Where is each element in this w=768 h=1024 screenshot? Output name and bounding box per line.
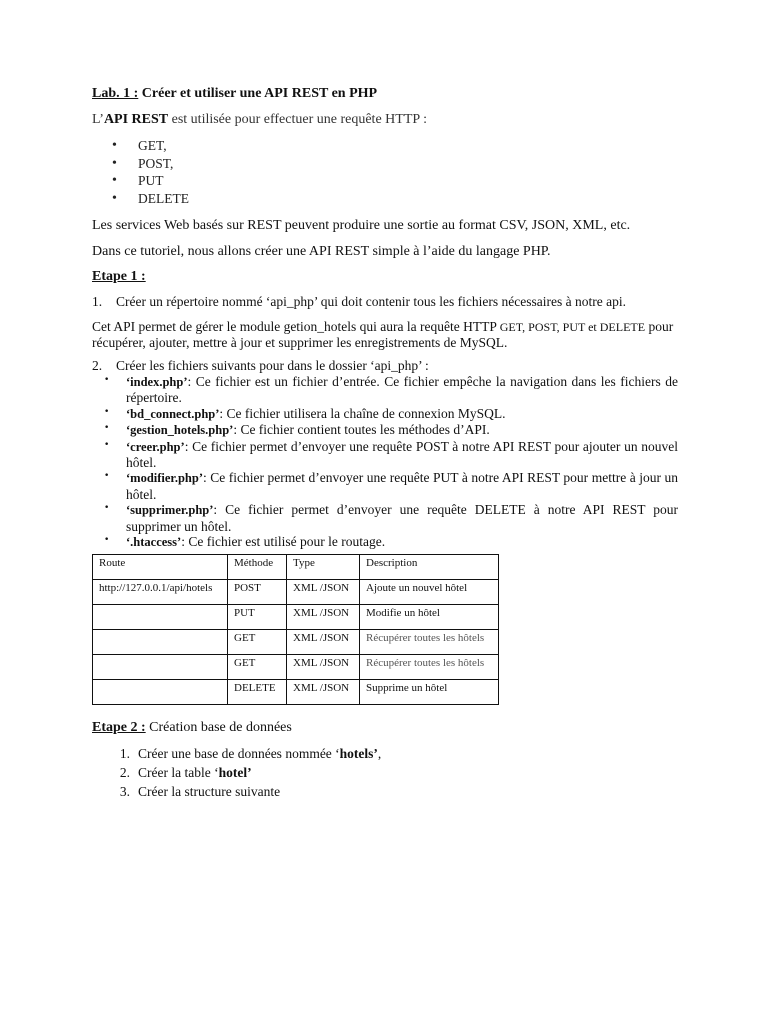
file-name: ‘supprimer.php’ [126, 503, 214, 518]
intro-paragraph [92, 112, 427, 129]
table-cell [93, 680, 228, 705]
module-paragraph [92, 319, 682, 350]
module-text-a: Cet API permet de gérer le module getion_hotels qui aura la requête HTTP [92, 319, 500, 334]
table-cell: Ajoute un nouvel hôtel [360, 580, 499, 605]
formats-paragraph: Les services Web basés sur REST peuvent produire une sortie au format CSV, JSON, XML, etc. [92, 218, 631, 233]
list-item [92, 746, 381, 765]
table-cell: XML /JSON [287, 580, 360, 605]
table-cell: GET [228, 655, 287, 680]
table-cell [93, 630, 228, 655]
list-item [104, 374, 678, 406]
step-text: Créer un répertoire nommé ‘api_php’ qui doit contenir tous les fichiers nécessaires à notre api. [116, 294, 626, 309]
list-item: • POST, [112, 156, 189, 174]
table-cell: DELETE [228, 680, 287, 705]
table-cell: http://127.0.0.1/api/hotels [93, 580, 228, 605]
intro-bold: API REST [103, 112, 169, 127]
list-item: • PUT [112, 173, 189, 191]
tutorial-paragraph: Dans ce tutoriel, nous allons créer une API REST simple à l’aide du langage PHP. [92, 244, 551, 259]
table-cell [93, 655, 228, 680]
step-text: Créer la structure suivante [138, 784, 281, 799]
step-number: 2. [119, 765, 130, 780]
etape2-steps [92, 746, 381, 803]
file-name: ‘modifier.php’ [126, 471, 203, 486]
file-desc: : Ce fichier permet d’envoyer une requête DELETE à notre API REST pour supprimer un hôtel. [126, 502, 678, 534]
lab-title [92, 86, 377, 103]
module-methods: GET, POST, PUT [499, 320, 586, 334]
file-desc: : Ce fichier utilisera la chaîne de connexion MySQL. [219, 405, 506, 421]
module-delete: DELETE [599, 320, 646, 334]
file-name: ‘index.php’ [126, 375, 188, 389]
step-text: Créer la table ‘ [138, 765, 219, 780]
list-item [104, 534, 678, 550]
file-desc: : Ce fichier est un fichier d’entrée. Ce fichier empêche la navigation dans les fichiers de répertoire. [126, 374, 678, 406]
etape2-heading [92, 720, 292, 737]
table-cell: Récupérer toutes les hôtels [360, 630, 499, 655]
file-name: ‘gestion_hotels.php’ [126, 423, 234, 438]
table-row [93, 605, 499, 630]
table-row [93, 680, 499, 705]
table-row [93, 630, 499, 655]
table-cell: Supprime un hôtel [360, 680, 499, 705]
file-name: ‘creer.php’ [126, 439, 185, 454]
table-header-cell: Méthode [228, 555, 287, 580]
step-bold: hotel’ [218, 765, 252, 780]
step-number: 3. [119, 784, 130, 799]
module-text-c: et [585, 320, 600, 334]
table-cell: POST [228, 580, 287, 605]
table-cell: XML /JSON [287, 655, 360, 680]
list-item [104, 422, 678, 438]
etape2-label: Etape 2 : [92, 720, 146, 735]
list-item [104, 470, 678, 502]
step-text: Créer une base de données nommée ‘ [138, 746, 340, 761]
intro-before: L’ [92, 112, 104, 127]
table-cell: XML /JSON [287, 605, 360, 630]
list-item [92, 784, 381, 803]
step1 [92, 294, 626, 310]
table-header-cell: Description [360, 555, 499, 580]
list-item [104, 406, 678, 422]
table-row [93, 580, 499, 605]
etape1-heading: Etape 1 : [92, 269, 146, 284]
lab-title-prefix: Lab. 1 : [92, 86, 139, 101]
http-methods-list [112, 138, 189, 208]
table-cell: XML /JSON [287, 630, 360, 655]
table-row [93, 655, 499, 680]
file-name: ‘.htaccess’ [126, 535, 182, 550]
table-header-cell: Type [287, 555, 360, 580]
table-cell: Modifie un hôtel [360, 605, 499, 630]
step-number: 1. [92, 294, 103, 309]
file-name: ‘bd_connect.php’ [126, 406, 220, 421]
step-number: 1. [119, 746, 130, 761]
step2 [92, 358, 429, 374]
table-header-row [93, 555, 499, 580]
files-list [104, 374, 678, 550]
table-cell: PUT [228, 605, 287, 630]
lab-title-text: Créer et utiliser une API REST en PHP [138, 86, 378, 101]
table-cell [93, 605, 228, 630]
file-desc: : Ce fichier permet d’envoyer une requête PUT à notre API REST pour mettre à jour un hôtel. [126, 470, 678, 502]
table-header-cell: Route [93, 555, 228, 580]
list-item: • DELETE [112, 191, 189, 209]
step-number: 2. [92, 358, 103, 373]
etape2-text: Création base de données [145, 720, 292, 735]
routes-table [92, 554, 499, 705]
list-item [92, 765, 381, 784]
table-cell: GET [228, 630, 287, 655]
list-item: • GET, [112, 138, 189, 156]
table-cell: XML /JSON [287, 680, 360, 705]
module-text-e: pour récupérer, ajouter, mettre à jour et supprimer les enregistrements de MySQL. [92, 319, 674, 350]
intro-after: est utilisée pour effectuer une requête HTTP : [168, 112, 428, 127]
table-cell: Récupérer toutes les hôtels [360, 655, 499, 680]
file-desc: : Ce fichier contient toutes les méthodes d’API. [233, 422, 490, 438]
list-item [104, 502, 678, 534]
step-text: Créer les fichiers suivants pour dans le dossier ‘api_php’ : [116, 358, 429, 373]
file-desc: : Ce fichier est utilisé pour le routage. [181, 534, 386, 550]
file-desc: : Ce fichier permet d’envoyer une requête POST à notre API REST pour ajouter un nouvel hôtel. [126, 438, 678, 471]
list-item [104, 439, 678, 471]
step-bold: hotels’ [339, 746, 378, 761]
step-after: , [377, 746, 382, 761]
